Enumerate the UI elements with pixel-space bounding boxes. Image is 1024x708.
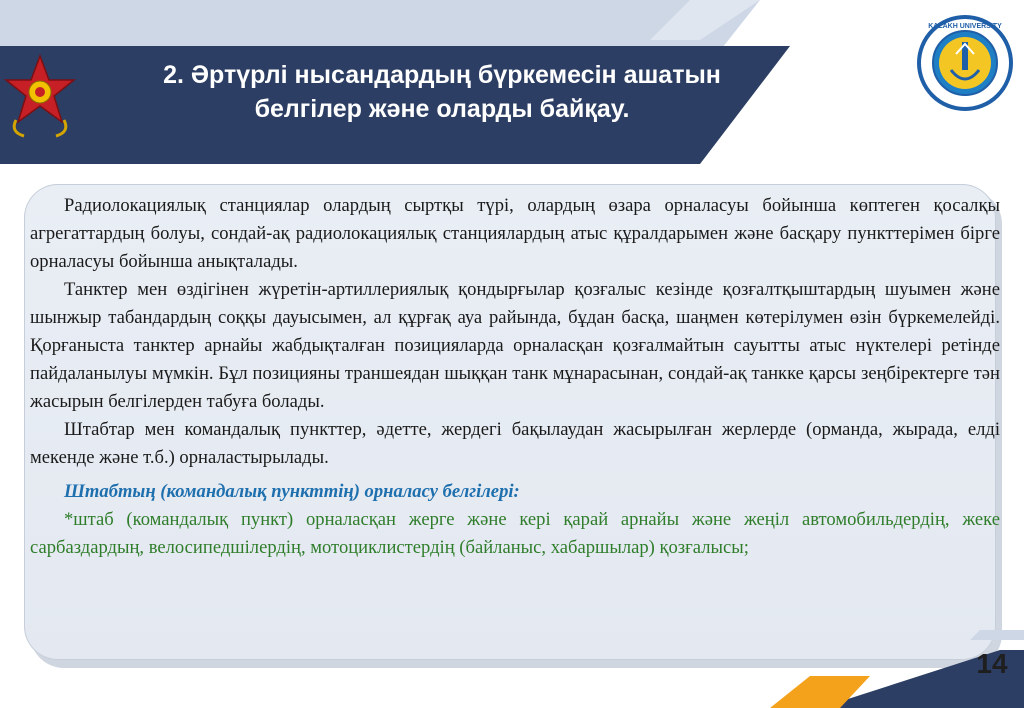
green-paragraph: *штаб (командалық пункт) орналасқан жерге және кері қарай арнайы және жеңіл автомобильдердің, жеке сарбаздардың, велосипедшілердің, мотоциклистердің (байланыс, хабаршылар) қозғалысы; (30, 509, 1000, 558)
paragraph-2: Танктер мен өздігінен жүретін-артиллериялық қондырғылар қозғалыс кезінде қозғалтқыштардың шуымен және шынжыр табандардың соққы дауысымен, ал құрғақ ауа райында, бұдан басқа, шаңмен көтерілумен өзін бүркемелейді. Қорғаныста танктер арнайы жабдықталған позицияларда орналасқан қозғалмайтын сауытты атыс нүктелері ретінде пайдаланылуы мүмкін. Бұл позицияны траншеядан шыққан танк мұнарасынан, сондай-ақ танкке қарсы зеңбіректерге тән жасырын белгілерден табуға болады. (30, 279, 1000, 412)
page-title (82, 58, 802, 126)
paragraph-1: Радиолокациялық станциялар олардың сыртқы түрі, олардың өзара орналасуы бойынша көптеген қосалқы агрегаттардың болуы, сондай-ақ радиолокациялық станциялардың атыс құралдарымен және басқару пункттерімен бірге орналасуы бойынша анықталады. (30, 195, 1000, 272)
paragraph-3: Штабтар мен командалық пункттер, әдетте, жердегі бақылаудан жасырылған жерлерде (орманда, жырада, елді мекенде және т.б.) орналастырылады. (30, 419, 1000, 468)
sub-heading: Штабтың (командалық пункттің) орналасу белгілері: (64, 481, 520, 502)
content-body (30, 192, 1000, 562)
star-emblem-icon (0, 50, 80, 140)
title-line-2: белгілер және оларды байқау. (254, 95, 630, 123)
title-line-1: 2. Әртүрлі нысандардың бүркемесін ашатын (163, 61, 721, 89)
page-number: 14 (976, 648, 1008, 679)
logo-text: KAZAKH UNIVERSITY (928, 23, 1002, 30)
university-logo (916, 14, 1014, 112)
